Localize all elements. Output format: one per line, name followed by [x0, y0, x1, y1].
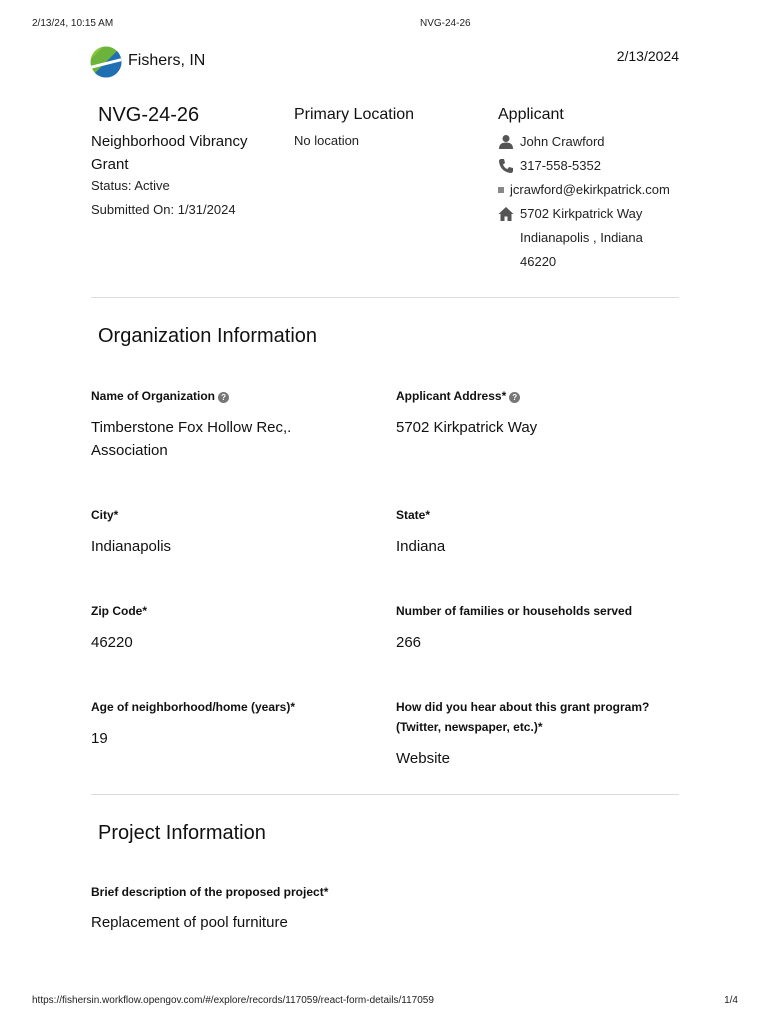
fishers-logo-icon	[90, 46, 122, 78]
city-label: City*	[91, 508, 119, 522]
project-section-title: Project Information	[98, 822, 266, 844]
organization-section-title: Organization Information	[98, 325, 318, 347]
project-description-label: Brief description of the proposed project*	[91, 885, 329, 899]
hear-about-value: Website	[396, 750, 450, 767]
applicant-name: John Crawford	[520, 134, 605, 149]
record-number: NVG-24-26	[98, 104, 200, 126]
org-name-label	[91, 386, 229, 406]
hear-about-label: How did you hear about this grant program? (Twitter, newspaper, etc.)*	[396, 700, 650, 734]
applicant-email[interactable]: jcrawford@ekirkpatrick.com	[510, 182, 670, 197]
email-icon	[498, 187, 504, 193]
zip-value: 46220	[91, 634, 133, 651]
state-label: State*	[396, 508, 431, 522]
divider	[91, 794, 679, 795]
phone-icon	[498, 158, 514, 174]
page-number: 1/4	[724, 995, 738, 1006]
primary-location-value: No location	[294, 133, 360, 148]
project-description-value: Replacement of pool furniture	[91, 914, 288, 931]
help-icon[interactable]: ?	[509, 392, 520, 403]
applicant-address-label-text: Applicant Address*	[396, 389, 507, 403]
person-icon	[498, 134, 514, 150]
divider	[91, 297, 679, 298]
primary-location-heading: Primary Location	[294, 106, 415, 123]
households-label: Number of families or households served	[396, 604, 633, 618]
applicant-phone[interactable]: 317-558-5352	[520, 158, 601, 173]
help-icon[interactable]: ?	[218, 392, 229, 403]
applicant-address-line1: 5702 Kirkpatrick Way	[520, 206, 643, 221]
applicant-address-label	[396, 386, 520, 406]
applicant-heading: Applicant	[498, 106, 564, 123]
households-value: 266	[396, 634, 422, 651]
print-url[interactable]: https://fishersin.workflow.opengov.com/#/explore/records/117059/react-form-details/117059	[32, 995, 434, 1006]
applicant-address-value: 5702 Kirkpatrick Way	[396, 419, 538, 436]
org-name[interactable]: Fishers, IN	[128, 52, 206, 69]
age-value: 19	[91, 730, 108, 747]
applicant-address-line2: Indianapolis , Indiana	[520, 230, 643, 245]
header-date: 2/13/2024	[616, 48, 679, 64]
org-name-label-text: Name of Organization	[91, 389, 216, 403]
print-footer	[32, 995, 738, 1006]
city-value: Indianapolis	[91, 538, 172, 555]
record-status: Status: Active	[91, 178, 170, 193]
applicant-address-line3: 46220	[520, 254, 557, 269]
record-type: Neighborhood Vibrancy Grant	[91, 133, 248, 173]
zip-label: Zip Code*	[91, 604, 147, 618]
print-doc-title: NVG-24-26	[420, 18, 471, 29]
submitted-date: Submitted On: 1/31/2024	[91, 202, 236, 217]
age-label: Age of neighborhood/home (years)*	[91, 700, 296, 714]
home-icon	[498, 206, 514, 222]
org-name-value: Timberstone Fox Hollow Rec,. Association	[91, 419, 292, 459]
print-datetime: 2/13/24, 10:15 AM	[32, 18, 114, 29]
print-header	[32, 18, 738, 32]
state-value: Indiana	[396, 538, 446, 555]
